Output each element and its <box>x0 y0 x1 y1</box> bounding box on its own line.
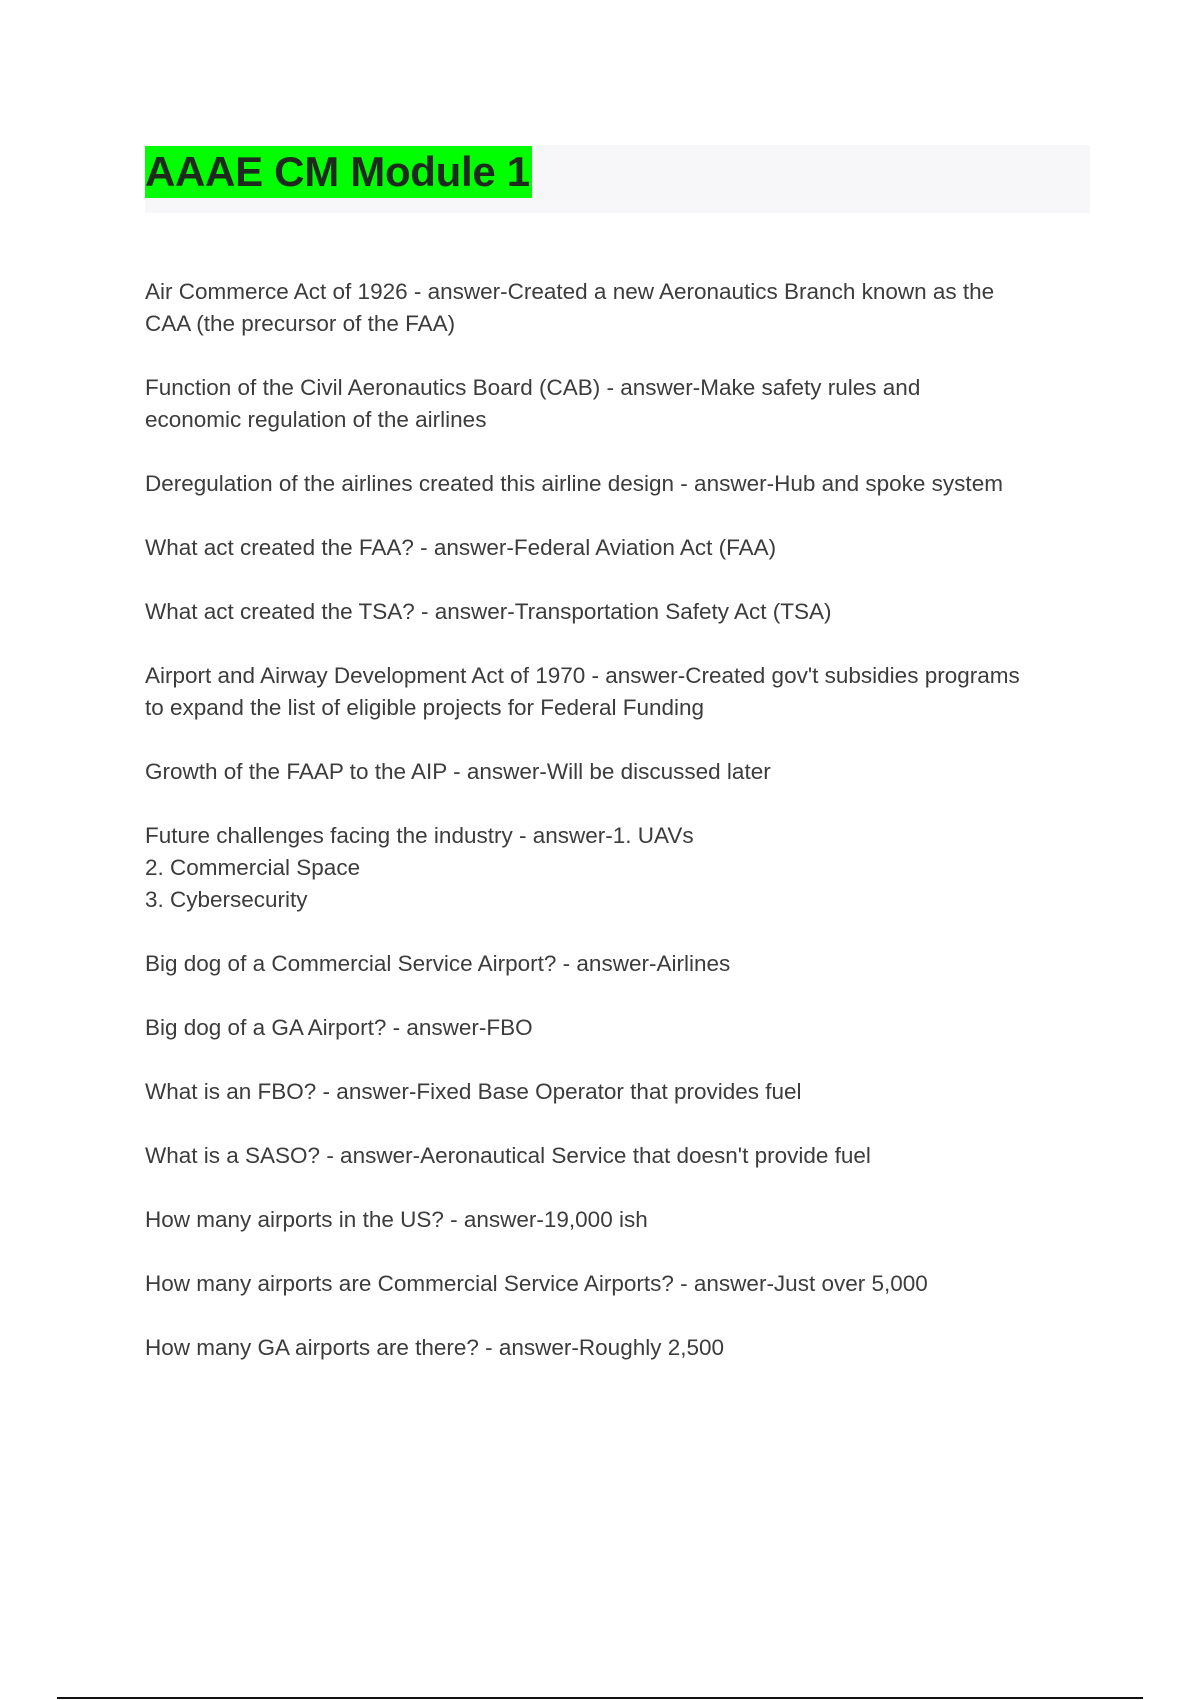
qa-item <box>145 820 1095 916</box>
qa-item <box>145 1012 1095 1044</box>
qa-line: to expand the list of eligible projects for Federal Funding <box>145 695 705 720</box>
qa-item <box>145 1332 1095 1364</box>
qa-line: Airport and Airway Development Act of 1970 - answer-Created gov't subsidies programs <box>145 663 1020 688</box>
qa-text <box>145 1268 1095 1300</box>
qa-line: Growth of the FAAP to the AIP - answer-Will be discussed later <box>145 759 771 784</box>
qa-line: Air Commerce Act of 1926 - answer-Created a new Aeronautics Branch known as the <box>145 279 995 304</box>
qa-line: Deregulation of the airlines created this airline design - answer-Hub and spoke system <box>145 471 1003 496</box>
qa-item <box>145 596 1095 628</box>
qa-line: Future challenges facing the industry - answer-1. UAVs <box>145 823 694 848</box>
qa-line: What act created the TSA? - answer-Transportation Safety Act (TSA) <box>145 599 832 624</box>
qa-line: How many airports are Commercial Service Airports? - answer-Just over 5,000 <box>145 1271 928 1296</box>
qa-line: How many airports in the US? - answer-19,000 ish <box>145 1207 648 1232</box>
qa-line: CAA (the precursor of the FAA) <box>145 311 456 336</box>
qa-text <box>145 532 1095 564</box>
qa-line: Big dog of a GA Airport? - answer-FBO <box>145 1015 533 1040</box>
page-bottom-rule <box>57 1697 1143 1699</box>
qa-text <box>145 1204 1095 1236</box>
qa-item <box>145 1140 1095 1172</box>
qa-item <box>145 372 1095 436</box>
qa-text <box>145 1076 1095 1108</box>
qa-text <box>145 1012 1095 1044</box>
qa-item <box>145 276 1095 340</box>
qa-item <box>145 1268 1095 1300</box>
qa-line: economic regulation of the airlines <box>145 407 487 432</box>
qa-text <box>145 1332 1095 1364</box>
qa-text <box>145 948 1095 980</box>
qa-item <box>145 660 1095 724</box>
qa-line: What is an FBO? - answer-Fixed Base Operator that provides fuel <box>145 1079 802 1104</box>
qa-item <box>145 468 1095 500</box>
qa-line: How many GA airports are there? - answer-Roughly 2,500 <box>145 1335 725 1360</box>
qa-line: What act created the FAA? - answer-Federal Aviation Act (FAA) <box>145 535 777 560</box>
qa-text <box>145 820 1095 916</box>
qa-text <box>145 1140 1095 1172</box>
qa-text <box>145 372 1095 436</box>
qa-item <box>145 532 1095 564</box>
qa-list <box>145 276 1095 1396</box>
qa-text <box>145 276 1095 340</box>
qa-line: 2. Commercial Space <box>145 855 361 880</box>
qa-text <box>145 756 1095 788</box>
document-title: AAAE CM Module 1 <box>145 146 532 198</box>
qa-item <box>145 1076 1095 1108</box>
qa-item <box>145 756 1095 788</box>
qa-text <box>145 468 1095 500</box>
qa-line: Big dog of a Commercial Service Airport? - answer-Airlines <box>145 951 731 976</box>
qa-text <box>145 596 1095 628</box>
qa-line: What is a SASO? - answer-Aeronautical Service that doesn't provide fuel <box>145 1143 871 1168</box>
qa-line: 3. Cybersecurity <box>145 887 308 912</box>
qa-item <box>145 1204 1095 1236</box>
qa-line: Function of the Civil Aeronautics Board (CAB) - answer-Make safety rules and <box>145 375 921 400</box>
qa-item <box>145 948 1095 980</box>
qa-text <box>145 660 1095 724</box>
